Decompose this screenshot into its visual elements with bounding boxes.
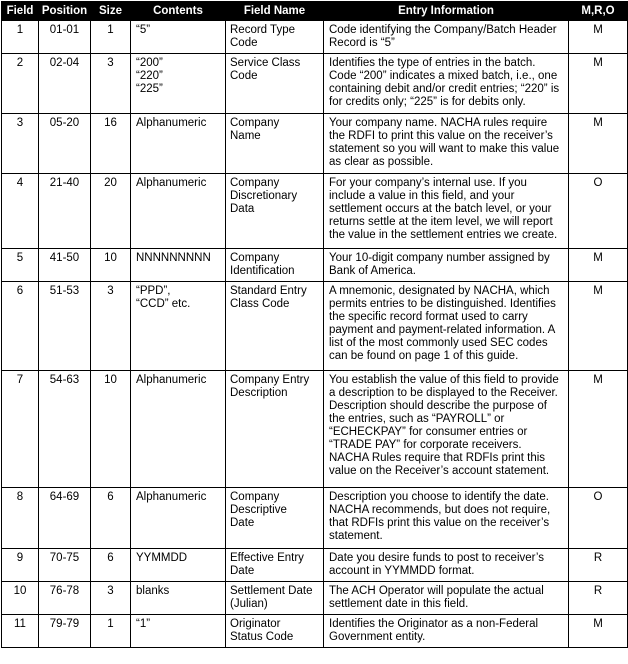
table-row bbox=[2, 249, 628, 282]
entry-information: The ACH Operator will populate the actual settlement date in this field. bbox=[324, 582, 569, 615]
entry-information: Date you desire funds to post to receiver’s account in YYMMDD format. bbox=[324, 549, 569, 582]
header-row bbox=[2, 2, 628, 21]
contents: blanks bbox=[131, 582, 226, 615]
contents: NNNNNNNNN bbox=[131, 249, 226, 282]
header-contents: Contents bbox=[131, 2, 226, 21]
field-number: 3 bbox=[2, 114, 39, 174]
header-field: Field bbox=[2, 2, 39, 21]
entry-information: A mnemonic, designated by NACHA, which permits entries to be distinguished. Identifies the specific record format used to carry payment and payment-related information. A list of the most commonly used SEC codes can be found on page 1 of this guide. bbox=[324, 282, 569, 371]
field-name: Record Type Code bbox=[226, 21, 324, 54]
field-number: 4 bbox=[2, 174, 39, 249]
table-row bbox=[2, 21, 628, 54]
table-row bbox=[2, 488, 628, 549]
header-mro: M,R,O bbox=[569, 2, 628, 21]
field-name: Company Name bbox=[226, 114, 324, 174]
entry-information: For your company’s internal use. If you include a value in this field, and your settlement occurs at the batch level, or your returns settle at the item level, we will report the value in the settlement entries we create. bbox=[324, 174, 569, 249]
table-body bbox=[2, 21, 628, 648]
size: 1 bbox=[91, 21, 131, 54]
table-row bbox=[2, 371, 628, 488]
size: 20 bbox=[91, 174, 131, 249]
size: 10 bbox=[91, 249, 131, 282]
contents: Alphanumeric bbox=[131, 174, 226, 249]
field-name: Originator Status Code bbox=[226, 615, 324, 648]
mro-code: M bbox=[569, 114, 628, 174]
mro-code: O bbox=[569, 174, 628, 249]
contents: YYMMDD bbox=[131, 549, 226, 582]
position: 05-20 bbox=[39, 114, 91, 174]
field-name: Settlement Date (Julian) bbox=[226, 582, 324, 615]
table-row bbox=[2, 54, 628, 114]
table-row bbox=[2, 582, 628, 615]
field-name: Company Identification bbox=[226, 249, 324, 282]
mro-code: M bbox=[569, 249, 628, 282]
contents: “PPD”, “CCD” etc. bbox=[131, 282, 226, 371]
header-field-name: Field Name bbox=[226, 2, 324, 21]
mro-code: R bbox=[569, 582, 628, 615]
entry-information: Description you choose to identify the date. NACHA recommends, but does not require, that RDFIs print this value on the receiver’s statement. bbox=[324, 488, 569, 549]
field-name: Service Class Code bbox=[226, 54, 324, 114]
field-number: 6 bbox=[2, 282, 39, 371]
position: 54-63 bbox=[39, 371, 91, 488]
header-entry-information: Entry Information bbox=[324, 2, 569, 21]
contents: “5” bbox=[131, 21, 226, 54]
field-name: Standard Entry Class Code bbox=[226, 282, 324, 371]
mro-code: M bbox=[569, 282, 628, 371]
field-number: 11 bbox=[2, 615, 39, 648]
contents: “1” bbox=[131, 615, 226, 648]
table-row bbox=[2, 114, 628, 174]
position: 01-01 bbox=[39, 21, 91, 54]
table-row bbox=[2, 615, 628, 648]
field-name: Effective Entry Date bbox=[226, 549, 324, 582]
contents: Alphanumeric bbox=[131, 114, 226, 174]
entry-information: Your company name. NACHA rules require the RDFI to print this value on the receiver’s statement so you will want to make this value as clear as possible. bbox=[324, 114, 569, 174]
size: 6 bbox=[91, 549, 131, 582]
mro-code: M bbox=[569, 21, 628, 54]
position: 70-75 bbox=[39, 549, 91, 582]
field-number: 9 bbox=[2, 549, 39, 582]
size: 3 bbox=[91, 54, 131, 114]
entry-information: Identifies the type of entries in the batch. Code “200” indicates a mixed batch, i.e., one containing debit and/or credit entries; “220” is for credits only; “225” is for debits only. bbox=[324, 54, 569, 114]
field-name: Company Discretionary Data bbox=[226, 174, 324, 249]
mro-code: M bbox=[569, 615, 628, 648]
field-number: 1 bbox=[2, 21, 39, 54]
size: 6 bbox=[91, 488, 131, 549]
entry-information: You establish the value of this field to provide a description to be displayed to the Receiver. Description should describe the purpose of the entries, such as “PAYROLL” or “ECHECKPAY” for consumer entries or “TRADE PAY” for corporate receivers. NACHA Rules require that RDFIs print this value on the Receiver’s account statement. bbox=[324, 371, 569, 488]
batch-header-record-table bbox=[1, 1, 628, 648]
size: 1 bbox=[91, 615, 131, 648]
table-row bbox=[2, 549, 628, 582]
entry-information: Code identifying the Company/Batch Header Record is “5” bbox=[324, 21, 569, 54]
position: 41-50 bbox=[39, 249, 91, 282]
entry-information: Identifies the Originator as a non-Federal Government entity. bbox=[324, 615, 569, 648]
position: 76-78 bbox=[39, 582, 91, 615]
mro-code: M bbox=[569, 54, 628, 114]
contents: Alphanumeric bbox=[131, 488, 226, 549]
field-name: Company Entry Description bbox=[226, 371, 324, 488]
position: 79-79 bbox=[39, 615, 91, 648]
header-size: Size bbox=[91, 2, 131, 21]
field-number: 2 bbox=[2, 54, 39, 114]
field-number: 8 bbox=[2, 488, 39, 549]
position: 64-69 bbox=[39, 488, 91, 549]
mro-code: M bbox=[569, 371, 628, 488]
entry-information: Your 10-digit company number assigned by Bank of America. bbox=[324, 249, 569, 282]
position: 51-53 bbox=[39, 282, 91, 371]
field-name: Company Descriptive Date bbox=[226, 488, 324, 549]
table-row bbox=[2, 174, 628, 249]
size: 3 bbox=[91, 582, 131, 615]
size: 10 bbox=[91, 371, 131, 488]
table-row bbox=[2, 282, 628, 371]
field-number: 5 bbox=[2, 249, 39, 282]
size: 16 bbox=[91, 114, 131, 174]
contents: Alphanumeric bbox=[131, 371, 226, 488]
field-number: 7 bbox=[2, 371, 39, 488]
field-number: 10 bbox=[2, 582, 39, 615]
mro-code: O bbox=[569, 488, 628, 549]
contents: “200” “220” “225” bbox=[131, 54, 226, 114]
position: 02-04 bbox=[39, 54, 91, 114]
mro-code: R bbox=[569, 549, 628, 582]
size: 3 bbox=[91, 282, 131, 371]
position: 21-40 bbox=[39, 174, 91, 249]
header-position: Position bbox=[39, 2, 91, 21]
